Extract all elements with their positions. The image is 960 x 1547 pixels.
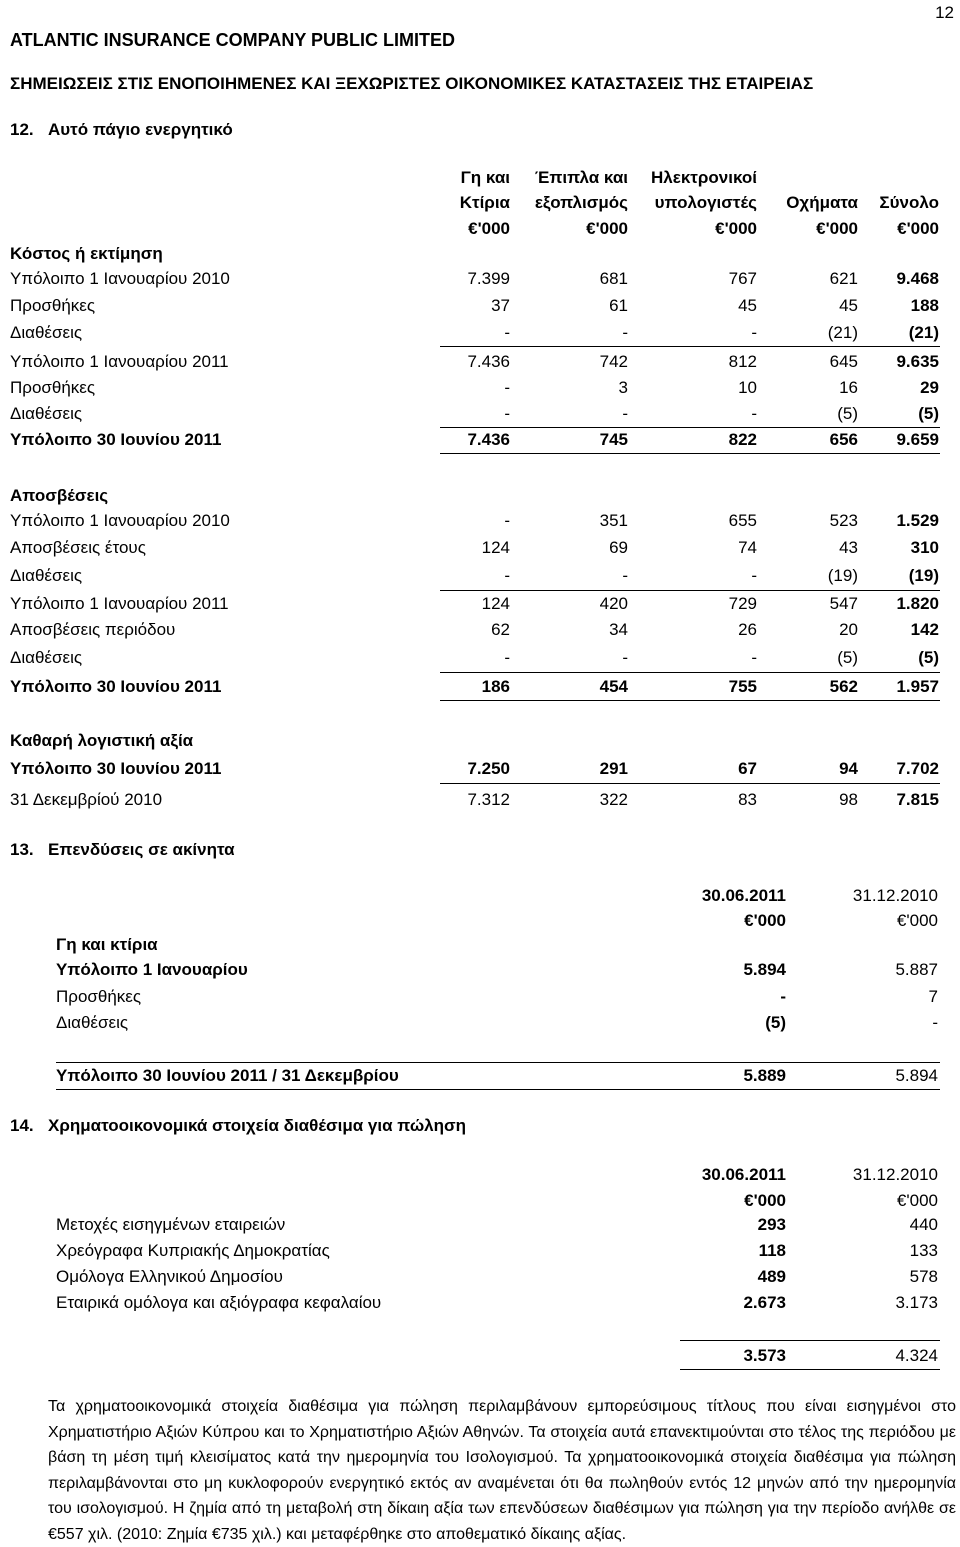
- row-value: 7.250: [467, 759, 510, 778]
- note-13-title: Επενδύσεις σε ακίνητα: [48, 840, 235, 859]
- col-header-line2: υπολογιστές: [654, 193, 757, 212]
- row-value: 812: [728, 352, 757, 371]
- note-13-col1-unit: €'000: [744, 911, 786, 930]
- row-value: -: [751, 566, 757, 585]
- row-value: 2.673: [743, 1293, 786, 1312]
- note-13-total-col1: 5.889: [743, 1066, 786, 1085]
- note-13-total-col2: 5.894: [895, 1066, 938, 1085]
- row-value: 20: [839, 620, 858, 639]
- note-13-total-rule: [56, 1062, 940, 1063]
- row-value: 440: [909, 1215, 938, 1234]
- row-value: (19): [827, 566, 858, 585]
- company-name: ATLANTIC INSURANCE COMPANY PUBLIC LIMITED: [10, 30, 455, 50]
- row-value: 420: [599, 594, 628, 613]
- row-value: 1.820: [896, 594, 939, 613]
- row-value: 729: [728, 594, 757, 613]
- row-label: Υπόλοιπο 1 Ιανουαρίου 2011: [10, 594, 229, 613]
- row-label: Υπόλοιπο 30 Ιουνίου 2011: [10, 430, 222, 449]
- note-14-col2-unit: €'000: [896, 1191, 938, 1210]
- row-value: 124: [481, 594, 510, 613]
- page-number: 12: [935, 3, 954, 22]
- note-14-total-col1: 3.573: [743, 1346, 786, 1365]
- row-value: 562: [829, 677, 858, 696]
- row-value: -: [751, 648, 757, 667]
- row-value: 5.894: [743, 960, 786, 979]
- row-value: 291: [599, 759, 628, 778]
- subtotal-rule: [440, 427, 940, 428]
- note-14-total-rule: [680, 1340, 940, 1341]
- row-label: Διαθέσεις: [10, 648, 83, 667]
- row-value: 98: [839, 790, 858, 809]
- subtotal-rule: [440, 672, 940, 673]
- note-14-title: Χρηματοοικονομικά στοιχεία διαθέσιμα για πώληση: [48, 1116, 467, 1135]
- row-value: -: [622, 404, 628, 423]
- row-value: -: [622, 323, 628, 342]
- row-value: 5.887: [895, 960, 938, 979]
- row-value: 1.957: [896, 677, 939, 696]
- row-value: 7.815: [896, 790, 939, 809]
- row-value: (19): [908, 566, 939, 585]
- row-value: (5): [918, 648, 939, 667]
- note-14-col2-header: 31.12.2010: [852, 1165, 938, 1184]
- row-value: (21): [908, 323, 939, 342]
- row-value: 3: [618, 378, 628, 397]
- row-value: 742: [599, 352, 628, 371]
- row-label: Διαθέσεις: [10, 323, 83, 342]
- row-value: 26: [738, 620, 757, 639]
- row-value: 489: [757, 1267, 786, 1286]
- document-subtitle: ΣΗΜΕΙΩΣΕΙΣ ΣΤΙΣ ΕΝΟΠΟΙΗΜΕΝΕΣ ΚΑΙ ΞΕΧΩΡΙΣΤΕΣ ΟΙΚΟΝΟΜΙΚΕΣ ΚΑΤΑΣΤΑΣΕΙΣ ΤΗΣ ΕΤΑΙΡΕΙΑΣ: [10, 74, 814, 93]
- note-13-col2-header: 31.12.2010: [852, 886, 938, 905]
- row-label: Αποσβέσεις έτους: [10, 538, 146, 557]
- row-value: 9.659: [896, 430, 939, 449]
- row-value: -: [504, 378, 510, 397]
- row-value: 745: [599, 430, 628, 449]
- row-label: Υπόλοιπο 1 Ιανουαρίου 2010: [10, 511, 230, 530]
- row-label: Αποσβέσεις περιόδου: [10, 620, 176, 639]
- row-label: Υπόλοιπο 1 Ιανουαρίου 2011: [10, 352, 229, 371]
- note-13-col1-header: 30.06.2011: [701, 886, 786, 905]
- note-13-col2-unit: €'000: [896, 911, 938, 930]
- note-13-total-label: Υπόλοιπο 30 Ιουνίου 2011 / 31 Δεκεμβρίου: [56, 1066, 399, 1085]
- row-value: 523: [829, 511, 858, 530]
- row-value: 94: [839, 759, 858, 778]
- note-14-number: 14.: [10, 1116, 34, 1135]
- row-label: Εταιρικά ομόλογα και αξιόγραφα κεφαλαίου: [56, 1293, 382, 1312]
- row-value: 755: [728, 677, 757, 696]
- row-value: 681: [599, 269, 628, 288]
- row-value: 7: [928, 987, 938, 1006]
- row-value: -: [504, 511, 510, 530]
- row-value: 293: [757, 1215, 786, 1234]
- row-value: -: [504, 404, 510, 423]
- row-label: Προσθήκες: [10, 296, 96, 315]
- row-value: 62: [491, 620, 510, 639]
- row-value: 16: [839, 378, 858, 397]
- row-value: 45: [839, 296, 858, 315]
- row-label: Χρεόγραφα Κυπριακής Δημοκρατίας: [56, 1241, 330, 1260]
- col-header-unit: €'000: [586, 219, 628, 238]
- depreciation-heading: Αποσβέσεις: [10, 486, 109, 505]
- row-label: Διαθέσεις: [10, 566, 83, 585]
- col-header-line1: Έπιπλα και: [534, 168, 628, 187]
- col-header-line1: Ηλεκτρονικοί: [651, 168, 757, 187]
- subtotal-rule: [440, 346, 940, 347]
- row-label: Μετοχές εισηγμένων εταιρειών: [56, 1215, 286, 1234]
- row-value: (5): [837, 648, 858, 667]
- row-value: 655: [728, 511, 757, 530]
- row-value: 74: [738, 538, 757, 557]
- row-value: 142: [910, 620, 939, 639]
- note-13-heading: Γη και κτίρια: [56, 935, 158, 954]
- note-14-bottom-rule: [680, 1369, 940, 1370]
- row-value: -: [622, 566, 628, 585]
- row-value: 621: [829, 269, 858, 288]
- row-value: 61: [609, 296, 628, 315]
- row-value: -: [751, 404, 757, 423]
- row-value: 822: [728, 430, 757, 449]
- row-value: 547: [829, 594, 858, 613]
- row-value: (5): [918, 404, 939, 423]
- row-value: 351: [599, 511, 628, 530]
- row-value: -: [751, 323, 757, 342]
- row-value: (5): [837, 404, 858, 423]
- row-value: -: [504, 323, 510, 342]
- row-label: Υπόλοιπο 30 Ιουνίου 2011: [10, 759, 222, 778]
- note-14-paragraph: Τα χρηματοοικονομικά στοιχεία διαθέσιμα για πώληση περιλαμβάνουν εμπορεύσιμους τίτλους που είναι εισηγμένοι στο Χρηματιστήριο Αξιών Κύπρου και το Χρηματιστήριο Αξιών Αθηνών. Τα στοιχεία αυτά επανεκτιμούνται στο τέλος της περιόδου με βάση τη μέση τιμή κλεισίματος κατά την ημερομηνία του Ισολογισμού. Τα χρηματοοικονομικά στοιχεία διαθέσιμα για πώληση περιλαμβάνονται στο μη κυκλοφορούν ενεργητικό εκτός αν αναμένεται ότι θα πωληθούν εντός 12 μηνών από την ημερομηνία του ισολογισμού. Η ζημία από τη μεταβολή στη δίκαιη αξία των επενδύσεων διαθέσιμων για πώληση για την περίοδο ανήλθε σε €557 χιλ. (2010: Ζημία €735 χιλ.) και μεταφέρθηκε στο αποθεματικό δίκαιης αξίας.: [48, 1398, 956, 1543]
- row-value: -: [932, 1013, 938, 1032]
- col-header-unit: €'000: [897, 219, 939, 238]
- row-value: 133: [909, 1241, 938, 1260]
- row-value: (5): [765, 1013, 786, 1032]
- row-label: Ομόλογα Ελληνικού Δημοσίου: [56, 1267, 283, 1286]
- row-value: 67: [738, 759, 757, 778]
- row-label: Υπόλοιπο 1 Ιανουαρίου 2010: [10, 269, 230, 288]
- row-value: 37: [491, 296, 510, 315]
- row-label: Διαθέσεις: [56, 1013, 129, 1032]
- total-rule: [440, 700, 940, 701]
- row-value: 83: [738, 790, 757, 809]
- row-label: 31 Δεκεμβρίού 2010: [10, 790, 163, 809]
- note-12-title: Αυτό πάγιο ενεργητικό: [48, 120, 233, 139]
- row-value: 45: [738, 296, 757, 315]
- nbv-heading: Καθαρή λογιστική αξία: [10, 731, 194, 750]
- col-header-unit: €'000: [816, 219, 858, 238]
- row-label: Υπόλοιπο 1 Ιανουαρίου: [56, 960, 248, 979]
- row-value: 322: [599, 790, 628, 809]
- row-value: 578: [909, 1267, 938, 1286]
- note-13-number: 13.: [10, 840, 34, 859]
- note-13-bottom-rule: [56, 1089, 940, 1090]
- row-value: 1.529: [896, 511, 939, 530]
- row-value: 188: [910, 296, 939, 315]
- row-value: 310: [910, 538, 939, 557]
- row-value: 186: [481, 677, 510, 696]
- row-label: Υπόλοιπο 30 Ιουνίου 2011: [10, 677, 222, 696]
- row-value: -: [504, 566, 510, 585]
- col-header-unit: €'000: [468, 219, 510, 238]
- row-value: 118: [758, 1241, 786, 1260]
- row-value: -: [622, 648, 628, 667]
- row-value: 124: [481, 538, 510, 557]
- row-value: 9.468: [896, 269, 939, 288]
- row-label: Προσθήκες: [10, 378, 96, 397]
- note-14-col1-unit: €'000: [744, 1191, 786, 1210]
- row-label: Προσθήκες: [56, 987, 142, 1006]
- row-value: 7.436: [467, 430, 510, 449]
- row-value: -: [504, 648, 510, 667]
- subtotal-rule: [440, 783, 940, 784]
- row-value: 34: [609, 620, 628, 639]
- row-value: 7.436: [467, 352, 510, 371]
- row-value: 3.173: [895, 1293, 938, 1312]
- row-value: 43: [839, 538, 858, 557]
- row-value: 7.312: [467, 790, 510, 809]
- col-header-unit: €'000: [715, 219, 757, 238]
- row-value: 454: [599, 677, 628, 696]
- row-value: 7.399: [467, 269, 510, 288]
- col-header-line2: Οχήματα: [786, 193, 858, 212]
- row-value: 645: [829, 352, 858, 371]
- col-header-line2: Κτίρια: [459, 193, 510, 212]
- row-value: (21): [827, 323, 858, 342]
- row-value: 29: [920, 378, 939, 397]
- row-value: 656: [829, 430, 858, 449]
- note-14-total-col2: 4.324: [895, 1346, 938, 1365]
- cost-heading: Κόστος ή εκτίμηση: [10, 244, 163, 263]
- row-value: 69: [609, 538, 628, 557]
- total-rule: [440, 453, 940, 454]
- row-value: 9.635: [896, 352, 939, 371]
- row-value: 767: [728, 269, 757, 288]
- note-14-col1-header: 30.06.2011: [701, 1165, 786, 1184]
- col-header-line2: εξοπλισμός: [534, 193, 628, 212]
- row-value: -: [780, 987, 786, 1006]
- row-value: 10: [738, 378, 757, 397]
- col-header-line2: Σύνολο: [879, 193, 939, 212]
- row-value: 7.702: [896, 759, 939, 778]
- note-12-number: 12.: [10, 120, 34, 139]
- col-header-line1: Γη και: [460, 168, 510, 187]
- subtotal-rule: [440, 590, 940, 591]
- row-label: Διαθέσεις: [10, 404, 83, 423]
